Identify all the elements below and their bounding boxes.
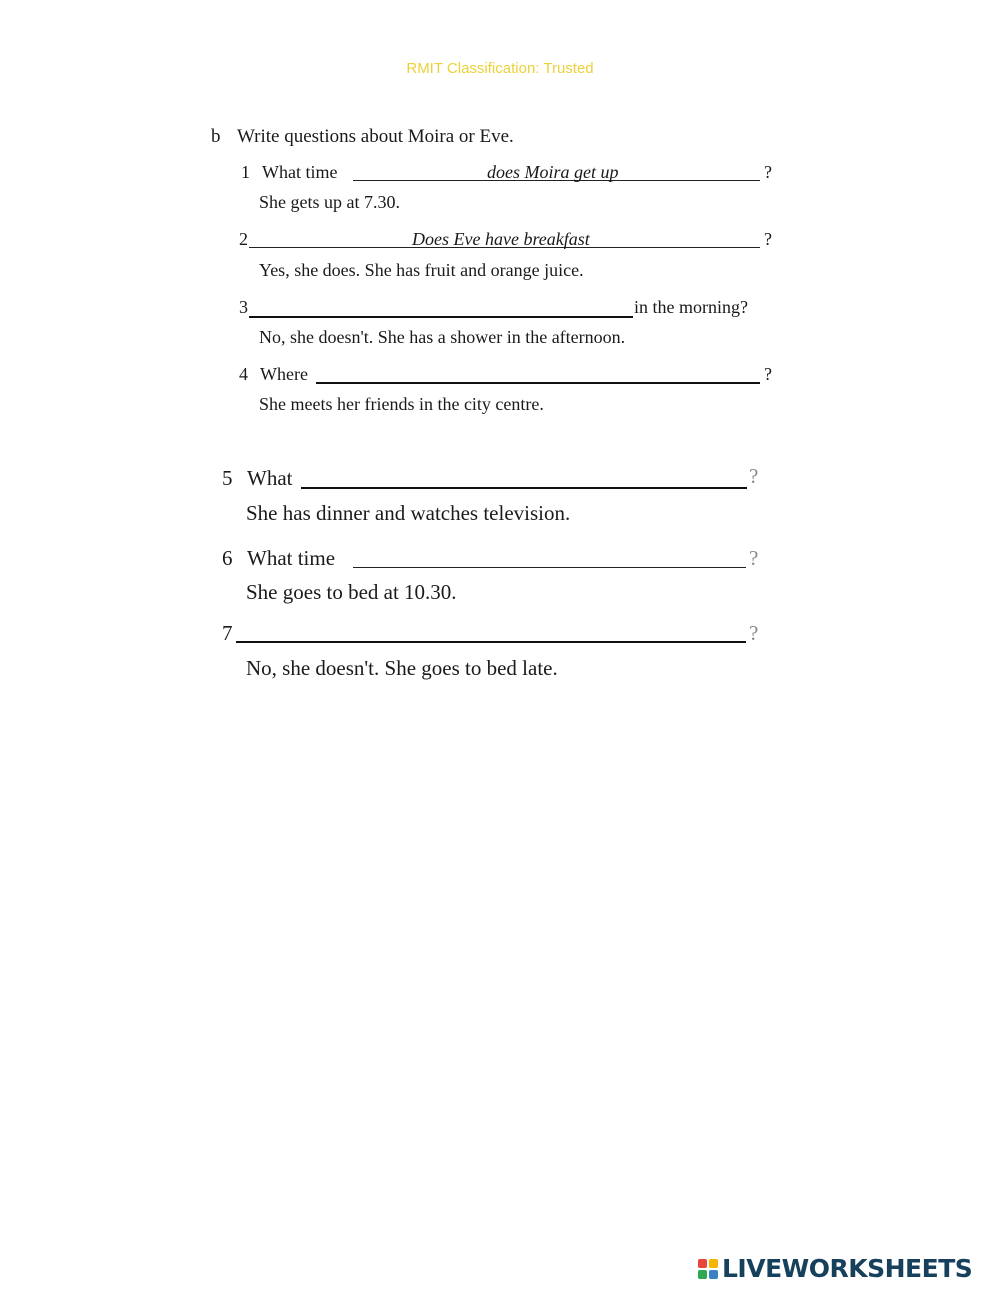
response-text: No, she doesn't. She goes to bed late. [246, 656, 558, 680]
response-text: She meets her friends in the city centre. [259, 394, 544, 414]
question-prefix: What [247, 466, 293, 490]
response-text: She gets up at 7.30. [259, 192, 400, 212]
question-number: 6 [222, 546, 233, 570]
answer-blank[interactable] [249, 316, 633, 318]
question-prefix: Where [260, 364, 308, 384]
response-text: No, she doesn't. She has a shower in the afternoon. [259, 327, 626, 347]
question-suffix: ? [749, 464, 759, 488]
answer-blank[interactable] [236, 641, 746, 643]
question-number: 2 [239, 229, 248, 249]
answer-text: Does Eve have breakfast [412, 229, 590, 249]
logo-square [709, 1259, 718, 1268]
exercise-instruction: Write questions about Moira or Eve. [237, 126, 514, 147]
question-suffix: ? [749, 546, 759, 570]
logo-text: LIVEWORKSHEETS [722, 1254, 973, 1283]
response-text: She has dinner and watches television. [246, 501, 571, 525]
question-number: 3 [239, 297, 248, 317]
logo-square [709, 1270, 718, 1279]
logo-square [698, 1259, 707, 1268]
answer-text: does Moira get up [487, 162, 619, 182]
question-prefix: What time [247, 546, 336, 570]
question-number: 5 [222, 466, 233, 490]
classification-label: RMIT Classification: Trusted [406, 60, 594, 77]
exercise-letter: b [211, 126, 221, 147]
answer-blank[interactable] [301, 487, 747, 489]
question-number: 4 [239, 364, 248, 384]
answer-blank[interactable] [353, 567, 746, 568]
question-prefix: What time [262, 162, 338, 182]
question-number: 1 [241, 162, 250, 182]
logo-square [698, 1270, 707, 1279]
question-suffix: ? [764, 364, 772, 384]
response-text: Yes, she does. She has fruit and orange juice. [259, 260, 584, 280]
question-suffix: in the morning? [634, 297, 748, 317]
question-suffix: ? [749, 621, 759, 645]
liveworksheets-logo [698, 1254, 972, 1283]
logo-mark-icon [698, 1259, 718, 1279]
response-text: She goes to bed at 10.30. [246, 580, 457, 604]
question-suffix: ? [764, 162, 772, 182]
answer-blank[interactable] [316, 382, 760, 384]
question-suffix: ? [764, 229, 772, 249]
question-number: 7 [222, 621, 233, 645]
